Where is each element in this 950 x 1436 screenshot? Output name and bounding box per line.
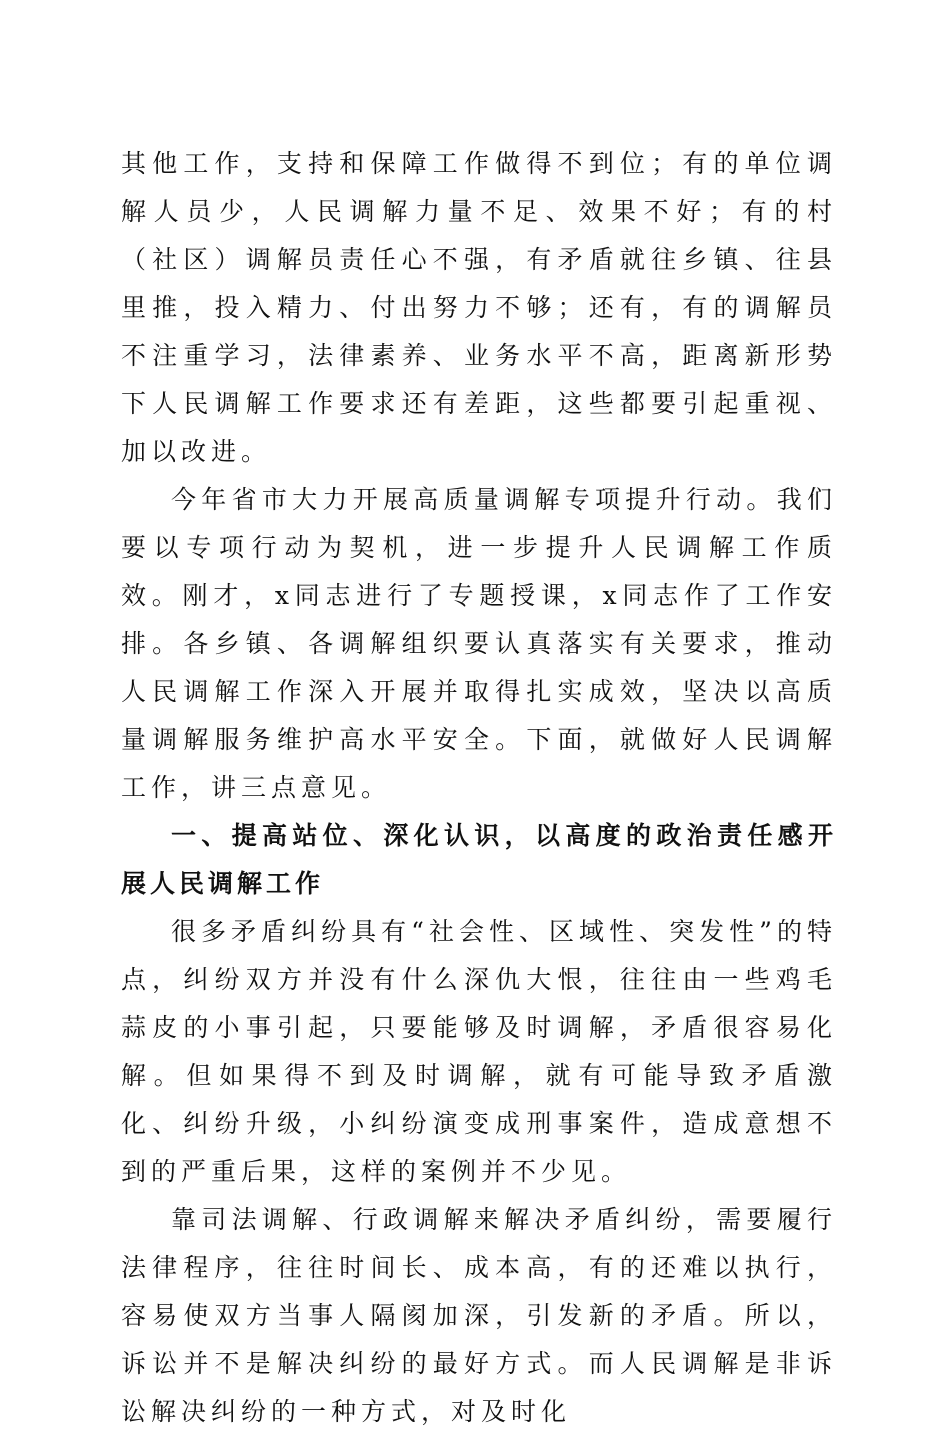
document-body: [121, 140, 837, 1436]
paragraph-continuation: 其他工作，支持和保障工作做得不到位；有的单位调解人员少，人民调解力量不足、效果不好；有的村（社区）调解员责任心不强，有矛盾就往乡镇、往县里推，投入精力、付出努力不够；还有，有的调解员不注重学习，法律素养、业务水平不高，距离新形势下人民调解工作要求还有差距，这些都要引起重视、加以改进。: [121, 149, 837, 466]
section-heading-1: 一、提高站位、深化认识，以高度的政治责任感开展人民调解工作: [121, 821, 837, 898]
paragraph-dispute-features: 很多矛盾纠纷具有“社会性、区域性、突发性”的特点，纠纷双方并没有什么深仇大恨，往往由一些鸡毛蒜皮的小事引起，只要能够及时调解，矛盾很容易化解。但如果得不到及时调解，就有可能导致矛盾激化、纠纷升级，小纠纷演变成刑事案件，造成意想不到的严重后果，这样的案例并不少见。: [121, 917, 837, 1186]
paragraph-judicial-mediation: 靠司法调解、行政调解来解决矛盾纠纷，需要履行法律程序，往往时间长、成本高，有的还难以执行，容易使双方当事人隔阂加深，引发新的矛盾。所以，诉讼并不是解决纠纷的最好方式。而人民调解是非诉讼解决纠纷的一种方式，对及时化: [121, 1205, 837, 1426]
paragraph-special-action: 今年省市大力开展高质量调解专项提升行动。我们要以专项行动为契机，进一步提升人民调解工作质效。刚才，x同志进行了专题授课，x同志作了工作安排。各乡镇、各调解组织要认真落实有关要求，推动人民调解工作深入开展并取得扎实成效，坚决以高质量调解服务维护高水平安全。下面，就做好人民调解工作，讲三点意见。: [121, 485, 837, 802]
